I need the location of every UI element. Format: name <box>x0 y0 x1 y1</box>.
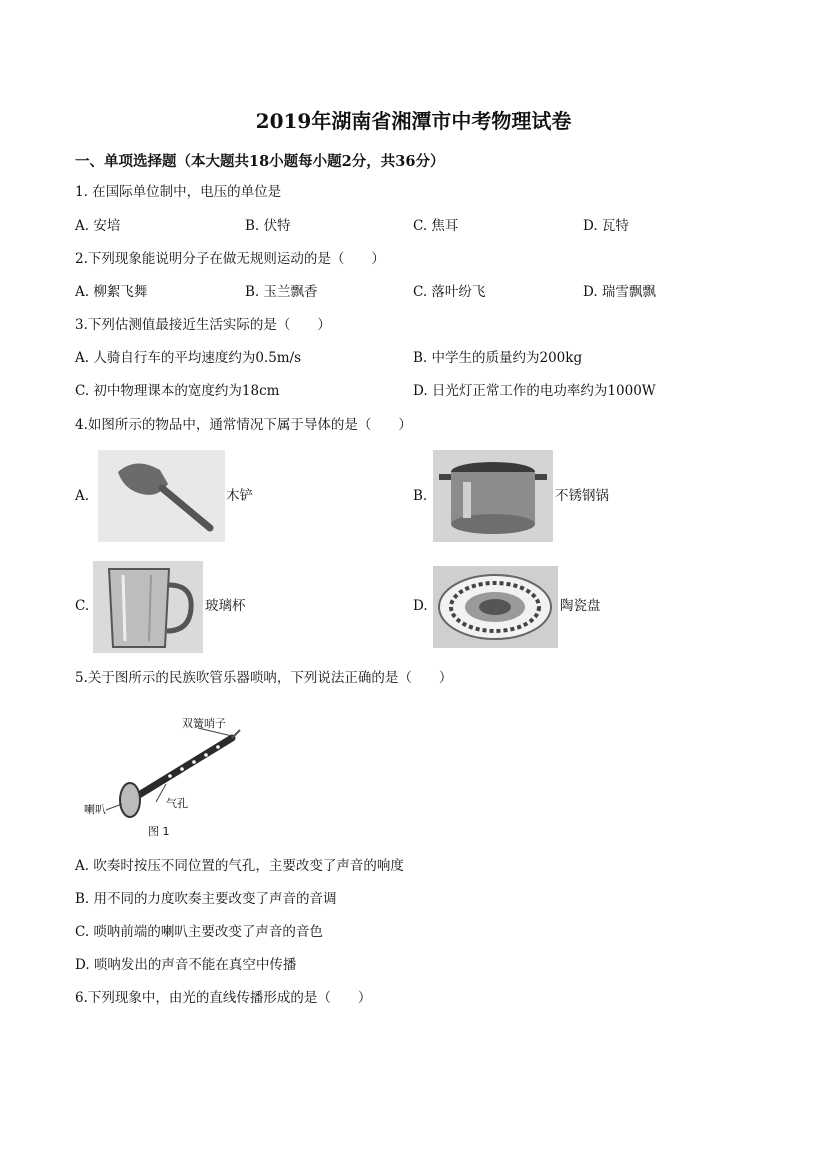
q5-option-a: A. 吹奏时按压不同位置的气孔，主要改变了声音的响度 <box>75 858 404 874</box>
q2-stem: 2.下列现象能说明分子在做无规则运动的是（ ） <box>75 251 385 267</box>
q2-option-b: B. 玉兰飘香 <box>245 284 318 300</box>
section-heading: 一、单项选择题（本大题共18小题每小题2分，共36分） <box>75 153 445 170</box>
ceramic-plate-image <box>433 566 558 648</box>
q1-option-a: A. 安培 <box>75 218 121 234</box>
figure-label-hole: 气孔 <box>166 797 188 810</box>
stainless-pot-image <box>433 450 553 542</box>
q5-option-d: D. 唢呐发出的声音不能在真空中传播 <box>75 957 297 973</box>
exam-title: 2019年湖南省湘潭市中考物理试卷 <box>255 109 572 133</box>
q2-option-d: D. 瑞雪飘飘 <box>583 284 656 300</box>
q5-option-c: C. 唢呐前端的喇叭主要改变了声音的音色 <box>75 924 323 940</box>
q3-option-b: B. 中学生的质量约为200kg <box>413 350 583 366</box>
glass-cup-image <box>93 561 203 653</box>
q2-option-a: A. 柳絮飞舞 <box>75 284 148 300</box>
q3-option-a: A. 人骑自行车的平均速度约为0.5m/s <box>75 350 302 366</box>
q4-option-d-label: 陶瓷盘 <box>560 598 601 614</box>
q5-option-b: B. 用不同的力度吹奏主要改变了声音的音调 <box>75 891 337 907</box>
q3-option-c: C. 初中物理课本的宽度约为18cm <box>75 383 280 399</box>
q1-option-b: B. 伏特 <box>245 218 291 234</box>
figure-label-reed: 双簧哨子 <box>182 717 226 730</box>
suona-figure <box>82 714 252 842</box>
q4-option-b-letter: B. <box>413 488 428 504</box>
figure-label-horn: 喇叭 <box>84 803 106 816</box>
q1-option-c: C. 焦耳 <box>413 218 459 234</box>
q3-stem: 3.下列估测值最接近生活实际的是（ ） <box>75 317 331 333</box>
q3-option-d: D. 日光灯正常工作的电功率约为1000W <box>413 383 656 399</box>
q4-option-d-letter: D. <box>413 598 428 614</box>
q4-option-a-label: 木铲 <box>226 488 253 504</box>
q4-option-c-label: 玻璃杯 <box>205 598 246 614</box>
q4-option-b-label: 不锈钢锅 <box>555 488 609 504</box>
figure-caption: 图 1 <box>148 825 170 838</box>
q1-stem: 1. 在国际单位制中，电压的单位是 <box>75 184 282 200</box>
q5-stem: 5.关于图所示的民族吹管乐器唢呐，下列说法正确的是（ ） <box>75 670 453 686</box>
q6-stem: 6.下列现象中，由光的直线传播形成的是（ ） <box>75 990 372 1006</box>
wooden-spatula-image <box>98 450 225 542</box>
q4-stem: 4.如图所示的物品中，通常情况下属于导体的是（ ） <box>75 417 412 433</box>
q1-option-d: D. 瓦特 <box>583 218 629 234</box>
q4-option-a-letter: A. <box>75 488 90 504</box>
q2-option-c: C. 落叶纷飞 <box>413 284 486 300</box>
q4-option-c-letter: C. <box>75 598 90 614</box>
